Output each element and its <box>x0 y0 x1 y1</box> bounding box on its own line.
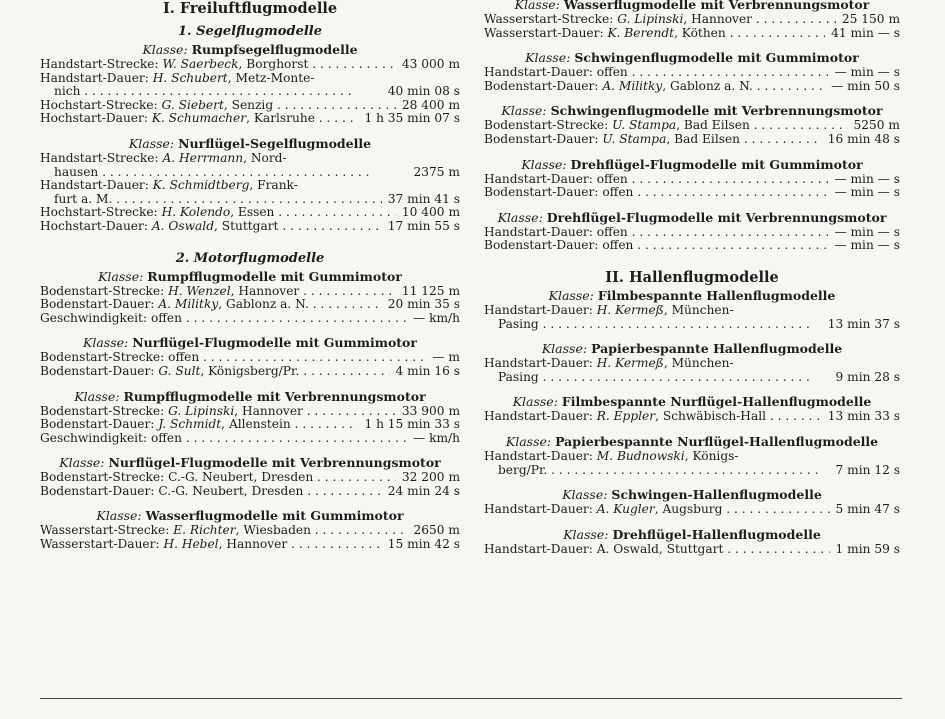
entry-text <box>40 58 396 72</box>
class-title <box>484 49 900 66</box>
class-title <box>40 507 460 524</box>
entry-place: , München- <box>663 357 734 371</box>
entry-place: , Hannover . . . <box>219 538 382 551</box>
entry-category: Wasserstart-Strecke: <box>40 524 170 538</box>
entry-holder: R. Eppler <box>596 410 656 424</box>
entry-row <box>484 410 900 424</box>
entry-text <box>484 133 822 147</box>
spacer <box>40 234 460 250</box>
spacer <box>484 331 900 340</box>
entry-place: , Nord- <box>243 151 287 165</box>
class-title <box>484 209 900 226</box>
entry-holder: W. Saerbeck <box>162 58 239 71</box>
entry-place: , Bad Eilsen . . . <box>676 119 847 132</box>
class-title <box>484 393 900 410</box>
entry-value: 25 150 m <box>841 12 900 26</box>
entry-row <box>40 524 460 538</box>
entry-text <box>484 503 830 517</box>
entry-value: 2650 m <box>413 523 460 538</box>
entry-place: , Hannover . . . <box>231 285 396 298</box>
entry-category: Bodenstart-Dauer: <box>484 239 599 253</box>
entry-row <box>484 464 900 478</box>
entry-text <box>484 13 836 27</box>
entry-row <box>40 351 460 365</box>
entry-text <box>40 471 396 485</box>
entry-value: 1 min 59 s <box>835 541 900 556</box>
class-title <box>484 156 900 173</box>
entry-row <box>484 543 900 557</box>
entry-text <box>484 410 822 424</box>
entry-category: Geschwindigkeit: <box>40 311 148 325</box>
class-label: Klasse: <box>98 268 144 284</box>
entry-category: Hochstart-Strecke: <box>40 206 158 220</box>
entry-text <box>54 166 408 180</box>
class-label: Klasse: <box>59 455 105 471</box>
class-label: Klasse: <box>514 0 560 12</box>
entry-place: , Hannover . . . <box>234 405 396 418</box>
entry-text <box>484 226 828 240</box>
spacer <box>40 325 460 334</box>
entry-text <box>40 432 407 446</box>
entry-holder: K. Schumacher <box>151 112 247 126</box>
entry-text <box>484 27 825 41</box>
entry-category: Handstart-Strecke: <box>40 58 159 71</box>
class-title <box>40 41 460 58</box>
entry-value: — min — s <box>834 185 900 200</box>
entry-text <box>40 538 382 552</box>
class-name: Schwingen-Hallenflugmodelle <box>611 487 822 503</box>
section-title: 1. Segelflugmodelle <box>178 24 322 39</box>
entry-value: — min 50 s <box>831 78 900 93</box>
class-label: Klasse: <box>512 394 558 410</box>
class-name: Drehflügel-Flugmodelle mit Gummimotor <box>570 156 863 172</box>
entry-holder: M. Budnowski <box>596 449 685 463</box>
entry-category: Wasserstart-Dauer: <box>40 538 160 552</box>
entry-value: 7 min 12 s <box>835 462 900 477</box>
entry-value: 37 min 41 s <box>387 191 460 206</box>
entry-place-cont: hausen . . . <box>54 166 369 179</box>
class-title <box>40 135 460 152</box>
class-label: Klasse: <box>497 209 543 225</box>
entry-text <box>40 112 358 126</box>
class-label: Klasse: <box>501 103 547 119</box>
entry-text <box>40 99 396 113</box>
entry-category: Handstart-Dauer: <box>484 542 593 556</box>
class-label: Klasse: <box>505 433 552 449</box>
left-column <box>40 0 460 552</box>
class-title <box>484 526 900 543</box>
entry-category: Bodenstart-Strecke: <box>484 119 609 133</box>
entry-row <box>484 318 900 332</box>
class-name: Rumpfflugmodelle mit Gummimotor <box>147 268 402 284</box>
entry-text <box>40 405 396 419</box>
class-label: Klasse: <box>128 135 175 151</box>
entry-text <box>484 186 828 200</box>
entry-place: C.-G. Neubert, Dresden . . . <box>158 485 381 498</box>
entry-value: — min — s <box>834 238 900 253</box>
entry-category: Bodenstart-Dauer: <box>40 484 155 498</box>
entry-value: 43 000 m <box>401 57 460 71</box>
entry-row <box>484 239 900 253</box>
entry-row <box>40 285 460 299</box>
entry-text <box>40 220 382 234</box>
class-title <box>40 454 460 471</box>
class-title <box>484 340 900 357</box>
entry-holder: A. Herrmann <box>162 151 244 165</box>
entry-category: Bodenstart-Strecke: <box>40 404 165 418</box>
spacer <box>484 147 900 156</box>
entry-place: , Metz-Monte- <box>227 71 315 85</box>
class-title <box>484 0 900 13</box>
spacer <box>484 253 900 269</box>
class-name: Filmbespannte Hallenflugmodelle <box>597 287 836 303</box>
class-name: Papierbespannte Hallenflugmodelle <box>591 341 843 357</box>
entry-row <box>40 471 460 485</box>
class-label: Klasse: <box>548 287 594 303</box>
entry-place: , Königsberg/Pr. . . . <box>200 365 389 378</box>
entry-value: 33 900 m <box>401 403 460 418</box>
entry-category: Bodenstart-Strecke: <box>40 284 165 298</box>
class-title <box>484 433 900 450</box>
entry-place: , Gablonz a. N. . . . <box>662 80 825 93</box>
entry-place-cont: nich . . . <box>54 85 352 98</box>
class-title <box>484 287 900 304</box>
entry-value: 20 min 35 s <box>387 297 460 312</box>
entry-place: offen . . . <box>168 351 426 364</box>
entry-text <box>40 418 358 432</box>
entry-place: offen . . . <box>597 226 829 239</box>
entry-text <box>484 80 825 94</box>
entry-place: , Königs- <box>684 449 739 463</box>
entry-value: — min — s <box>834 171 900 186</box>
entry-row <box>40 298 460 312</box>
spacer <box>484 200 900 209</box>
entry-row <box>484 80 900 94</box>
entry-text <box>484 66 828 80</box>
spacer <box>484 384 900 393</box>
entry-category: Handstart-Dauer: <box>484 303 593 317</box>
entry-text <box>54 193 382 207</box>
entry-place: A. Oswald, Stuttgart . . . <box>597 543 830 556</box>
entry-place: offen . . . <box>151 312 407 325</box>
entry-value: 15 min 42 s <box>387 537 460 552</box>
entry-text <box>40 524 408 538</box>
class-label: Klasse: <box>521 156 567 172</box>
entry-value: 10 400 m <box>401 205 460 220</box>
spacer <box>484 40 900 49</box>
class-name: Rumpfsegelflugmodelle <box>191 42 358 57</box>
entry-value: 28 400 m <box>401 97 460 112</box>
entry-value: 13 min 37 s <box>827 316 900 331</box>
entry-holder: U. Stampa <box>602 132 667 146</box>
entry-holder: A. Militky <box>602 79 663 93</box>
entry-row <box>40 112 460 126</box>
entry-category: Hochstart-Dauer: <box>40 219 148 233</box>
class-label: Klasse: <box>525 50 571 66</box>
entry-category: Wasserstart-Strecke: <box>484 13 614 26</box>
entry-row <box>484 66 900 80</box>
entry-value: — min — s <box>834 65 900 80</box>
entry-value: 41 min — s <box>831 25 900 40</box>
entry-holder: H. Hebel <box>163 538 219 552</box>
entry-text <box>54 85 382 99</box>
spacer <box>484 477 900 486</box>
entry-text <box>484 543 830 557</box>
entry-row <box>40 405 460 419</box>
entry-value: 16 min 48 s <box>827 131 900 146</box>
entry-holder: A. Kugler <box>596 503 655 517</box>
entry-text <box>498 464 830 478</box>
entry-line <box>40 72 460 86</box>
class-title <box>484 486 900 503</box>
class-name: Papierbespannte Nurflügel-Hallenflugmodelle <box>555 433 879 449</box>
entry-category: Handstart-Dauer: <box>484 410 593 424</box>
entry-row <box>484 173 900 187</box>
class-name: Nurflügel-Flugmodelle mit Gummimotor <box>132 335 417 351</box>
part-title: II. Hallenflugmodelle <box>605 268 779 286</box>
entry-text <box>40 285 396 299</box>
entry-holder: A. Oswald <box>151 219 215 233</box>
class-name: Schwingenflugmodelle mit Gummimotor <box>574 50 859 66</box>
entry-place: C.-G. Neubert, Dresden . . . <box>168 471 396 484</box>
entry-text <box>484 119 848 133</box>
entry-value: 11 125 m <box>401 283 460 298</box>
class-name: Wasserflugmodelle mit Verbrennungsmotor <box>563 0 870 12</box>
entry-row <box>40 485 460 499</box>
entry-category: Bodenstart-Dauer: <box>40 364 155 378</box>
entry-row <box>484 13 900 27</box>
entry-category: Wasserstart-Dauer: <box>484 26 604 40</box>
entry-place: , Augsburg . . . <box>655 503 830 516</box>
entry-category: Bodenstart-Strecke: <box>40 351 165 365</box>
spacer <box>484 93 900 102</box>
entry-row <box>484 186 900 200</box>
entry-place-cont: Pasing . . . <box>498 318 810 331</box>
entry-text <box>498 318 822 332</box>
spacer <box>40 445 460 454</box>
entry-row <box>484 133 900 147</box>
entry-holder: H. Kolendo <box>161 206 231 220</box>
entry-place: offen . . . <box>151 432 407 445</box>
spacer <box>40 126 460 135</box>
spacer <box>484 424 900 433</box>
entry-value: 40 min 08 s <box>387 84 460 99</box>
spacer <box>40 498 460 507</box>
entry-place: , Allenstein . . . <box>221 418 358 431</box>
class-label: Klasse: <box>142 42 188 57</box>
entry-category: Bodenstart-Dauer: <box>40 298 155 312</box>
entry-line <box>40 179 460 193</box>
entry-row <box>40 206 460 220</box>
entry-text <box>40 365 390 379</box>
entry-value: 9 min 28 s <box>835 369 900 384</box>
entry-category: Bodenstart-Dauer: <box>484 132 599 146</box>
entry-place: , Frank- <box>249 179 298 193</box>
class-label: Klasse: <box>83 335 129 351</box>
part-title: I. Freiluftflugmodelle <box>162 0 338 17</box>
entry-place-cont: Pasing . . . <box>498 371 810 384</box>
entry-place: offen . . . <box>597 173 829 186</box>
entry-place: offen . . . <box>602 239 828 252</box>
entry-category: Handstart-Dauer: <box>484 357 593 371</box>
entry-holder: J. Schmidt <box>158 418 222 432</box>
class-name: Schwingenflugmodelle mit Verbrennungsmotor <box>550 103 883 119</box>
entry-place: , Gablonz a. N. . . . <box>218 298 382 311</box>
entry-category: Bodenstart-Dauer: <box>484 186 599 200</box>
entry-holder: K. Berendt <box>607 26 675 40</box>
entry-value: 4 min 16 s <box>395 363 460 378</box>
entry-place: , München- <box>663 303 734 317</box>
class-title <box>40 268 460 285</box>
entry-holder: G. Sult <box>158 364 201 378</box>
entry-text <box>484 173 828 187</box>
entry-place: , Köthen . . . <box>674 27 825 40</box>
entry-category: Hochstart-Dauer: <box>40 112 148 126</box>
entry-text <box>40 312 407 326</box>
entry-category: Bodenstart-Strecke: <box>40 471 165 485</box>
entry-place: offen . . . <box>602 186 828 199</box>
entry-row <box>40 220 460 234</box>
entry-category: Hochstart-Strecke: <box>40 98 158 112</box>
entry-place: , Essen . . . <box>230 206 396 219</box>
entry-place-cont: furt a. M. . . . <box>54 193 382 206</box>
entry-row <box>484 119 900 133</box>
entry-line <box>484 357 900 371</box>
entry-value: 13 min 33 s <box>827 409 900 424</box>
entry-category: Handstart-Dauer: <box>40 71 149 85</box>
entry-value: — m <box>432 350 460 365</box>
class-name: Filmbespannte Nurflügel-Hallenflugmodelle <box>561 394 872 410</box>
entry-text <box>40 351 426 365</box>
entry-value: 1 h 15 min 33 s <box>364 417 460 432</box>
entry-holder: G. Lipinski <box>617 13 684 26</box>
entry-row <box>40 166 460 180</box>
entry-place: , Senzig . . . <box>224 99 396 112</box>
entry-text <box>484 239 828 253</box>
entry-holder: H. Kermeß <box>596 357 664 371</box>
entry-value: — min — s <box>834 224 900 239</box>
entry-holder: K. Schmidtberg <box>152 179 250 193</box>
entry-place: , Wiesbaden . . . <box>236 524 408 537</box>
entry-category: Bodenstart-Dauer: <box>40 418 155 432</box>
class-name: Nurflügel-Segelflugmodelle <box>178 135 372 151</box>
entry-place: , Schwäbisch-Hall . . . <box>655 410 822 423</box>
entry-category: Handstart-Dauer: <box>484 172 593 186</box>
spacer <box>484 517 900 526</box>
entry-row <box>40 193 460 207</box>
entry-category: Handstart-Dauer: <box>484 449 593 463</box>
entry-holder: U. Stampa <box>612 119 677 133</box>
entry-category: Handstart-Dauer: <box>484 503 593 517</box>
class-name: Drehflügel-Hallenflugmodelle <box>612 526 821 542</box>
right-column <box>484 0 900 556</box>
entry-place: , Karlsruhe . . . <box>246 112 358 125</box>
entry-row <box>40 538 460 552</box>
entry-row <box>40 432 460 446</box>
entry-row <box>484 371 900 385</box>
class-label: Klasse: <box>562 487 608 503</box>
entry-category: Bodenstart-Dauer: <box>484 79 599 93</box>
class-label: Klasse: <box>563 526 609 542</box>
footer-rule <box>40 698 902 699</box>
class-title <box>484 102 900 119</box>
class-name: Wasserflugmodelle mit Gummimotor <box>145 508 404 524</box>
entry-category: Handstart-Dauer: <box>484 66 593 80</box>
entry-holder: G. Lipinski <box>168 404 235 418</box>
entry-text <box>40 485 382 499</box>
entry-holder: A. Militky <box>158 298 219 312</box>
entry-value: 17 min 55 s <box>387 218 460 233</box>
entry-category: Handstart-Dauer: <box>484 225 593 239</box>
entry-holder: E. Richter <box>173 524 236 538</box>
entry-place: , Bad Eilsen . . . <box>666 133 821 146</box>
entry-text <box>498 371 830 385</box>
entry-value: — km/h <box>413 310 460 325</box>
entry-text <box>40 206 396 220</box>
class-label: Klasse: <box>96 508 142 524</box>
entry-holder: H. Wenzel <box>168 284 231 298</box>
class-name: Nurflügel-Flugmodelle mit Verbrennungsmotor <box>108 455 441 471</box>
entry-line <box>484 450 900 464</box>
entry-row <box>40 85 460 99</box>
entry-holder: H. Kermeß <box>596 303 664 317</box>
entry-row <box>40 365 460 379</box>
entry-row <box>484 503 900 517</box>
entry-value: 5250 m <box>853 118 900 133</box>
class-label: Klasse: <box>541 341 588 357</box>
entry-category: Handstart-Dauer: <box>40 179 149 193</box>
entry-value: — km/h <box>413 430 460 445</box>
entry-value: 32 200 m <box>401 470 460 485</box>
entry-place: , Borghorst . . . <box>239 58 396 71</box>
spacer <box>40 379 460 388</box>
section-title: 2. Motorflugmodelle <box>175 250 325 266</box>
class-title <box>40 388 460 405</box>
entry-place-cont: berg/Pr. . . . <box>498 464 819 477</box>
class-name: Rumpfflugmodelle mit Verbrennungsmotor <box>123 388 426 404</box>
entry-value: 5 min 47 s <box>835 502 900 517</box>
entry-row <box>40 312 460 326</box>
entry-row <box>484 226 900 240</box>
entry-holder: H. Schubert <box>152 71 228 85</box>
class-title <box>40 334 460 351</box>
entry-row <box>484 27 900 41</box>
entry-category: Handstart-Strecke: <box>40 151 159 165</box>
entry-row <box>40 58 460 72</box>
entry-place: , Stuttgart . . . <box>214 220 382 233</box>
entry-line <box>484 304 900 318</box>
entry-row <box>40 99 460 113</box>
entry-value: 24 min 24 s <box>387 483 460 498</box>
entry-value: 2375 m <box>413 164 460 179</box>
entry-holder: G. Siebert <box>161 98 224 112</box>
entry-place: offen . . . <box>597 66 829 79</box>
entry-place: , Hannover . . . <box>683 13 836 26</box>
entry-line <box>40 152 460 166</box>
entry-category: Geschwindigkeit: <box>40 431 148 445</box>
entry-row <box>40 418 460 432</box>
entry-text <box>40 298 382 312</box>
entry-value: 1 h 35 min 07 s <box>364 111 460 126</box>
class-name: Drehflügel-Flugmodelle mit Verbrennungsmotor <box>546 209 887 225</box>
class-label: Klasse: <box>74 388 120 404</box>
